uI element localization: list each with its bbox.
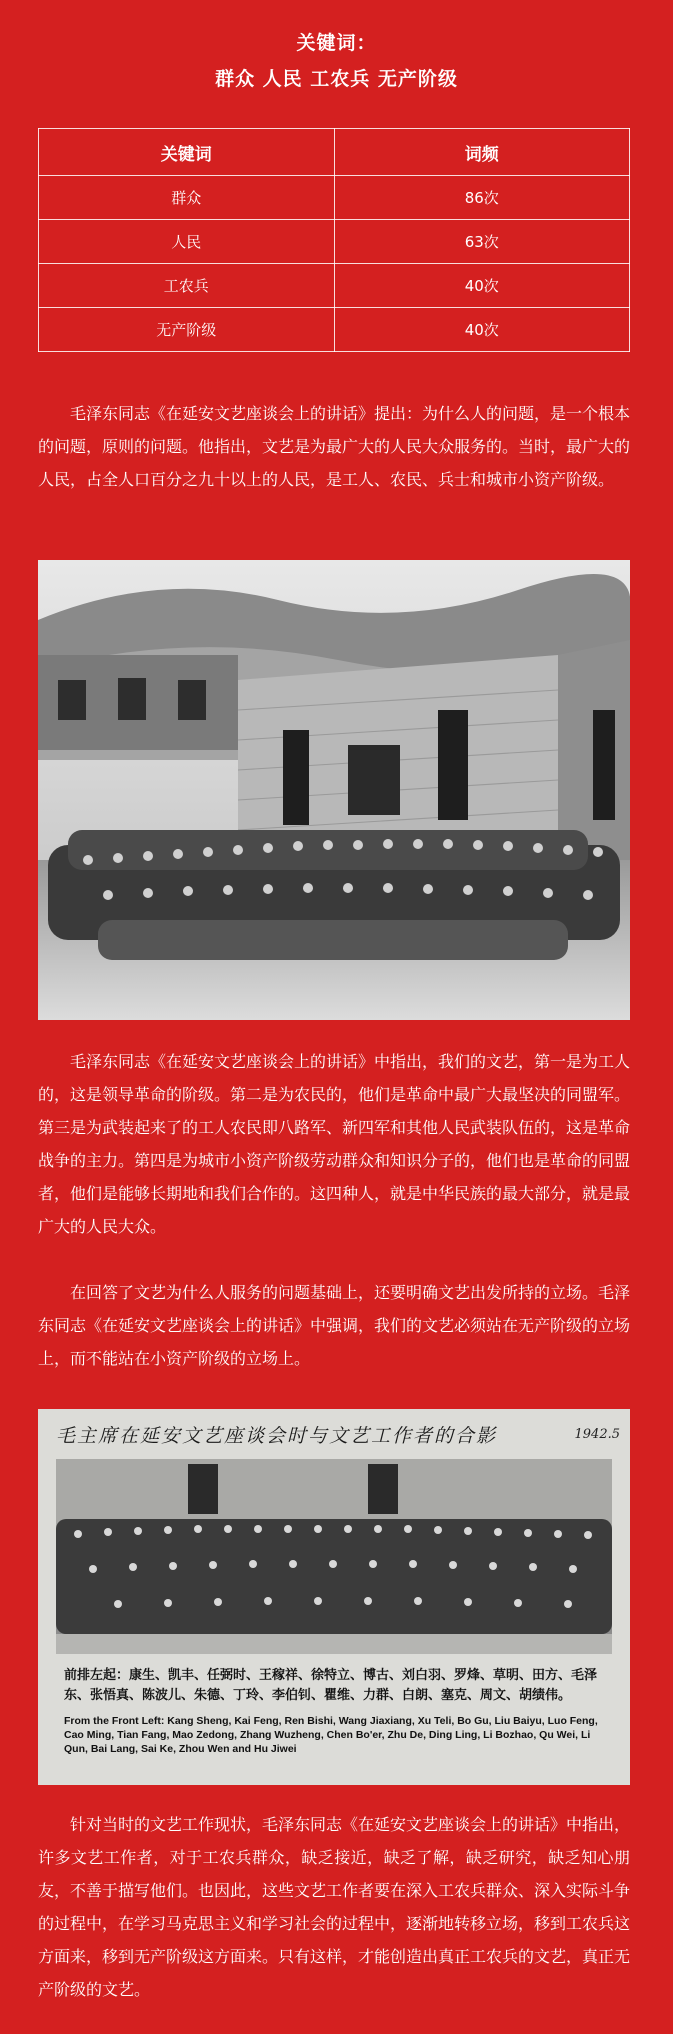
- paragraph-4: 针对当时的文艺工作现状，毛泽东同志《在延安文艺座谈会上的讲话》中指出，许多文艺工作者，对于工农兵群众，缺乏接近，缺乏了解，缺乏研究，缺乏知心朋友，不善于描写他们。也因此，这些文艺工作者要在深入工农兵群众、深入实际斗争的过程中，在学习马克思主义和学习社会的过程中，逐渐地转移立场，移到工农兵这方面来，移到无产阶级这方面来。只有这样，才能创造出真正工农兵的文艺，真正无产阶级的文艺。: [38, 1815, 631, 1999]
- keywords-heading: 关键词：: [296, 32, 377, 54]
- keyword-frequency-table: [38, 128, 630, 352]
- group-photo-yanan-building: [38, 560, 630, 1020]
- table-header-row: [39, 129, 630, 176]
- column-header-frequency: 词频: [334, 129, 630, 176]
- caption-english: From the Front Left: Kang Sheng, Kai Feng, Ren Bishi, Wang Jiaxiang, Xu Teli, Bo Gu, Liu Baiyu, Luo Feng, Cao Ming, Tian Fang, Mao Zedong, Zhang Wuzheng, Chen Bo'er, Zhu De, Ding Ling, Li Bozhao, Qu Wei, Li Qun, Bai Lang, Sai Ke, Zhou Wen and Hu Jiwei: [64, 1715, 598, 1755]
- frequency-cell: 63次: [334, 220, 630, 264]
- frequency-cell: 86次: [334, 176, 630, 220]
- keyword-cell: 群众: [39, 176, 335, 220]
- table-row: [39, 264, 630, 308]
- paragraph-1: 毛泽东同志《在延安文艺座谈会上的讲话》提出：为什么人的问题，是一个根本的问题，原则的问题。他指出，文艺是为最广大的人民大众服务的。当时，最广大的人民，占全人口百分之九十以上的人民，是工人、农民、兵士和城市小资产阶级。: [38, 404, 631, 489]
- keyword-cell: 工农兵: [39, 264, 335, 308]
- photo-date: 1942.5: [574, 1427, 620, 1442]
- paragraph-2: 毛泽东同志《在延安文艺座谈会上的讲话》中指出，我们的文艺，第一是为工人的，这是领导革命的阶级。第二是为农民的，他们是革命中最广大最坚决的同盟军。第三是为武装起来了的工人农民即八路军、新四军和其他人民武装队伍的，这是革命战争的主力。第四是为城市小资产阶级劳动群众和知识分子的，他们也是革命的同盟者，他们是能够长期地和我们合作的。这四种人，就是中华民族的最大部分，就是最广大的人民大众。: [38, 1052, 631, 1236]
- frequency-cell: 40次: [334, 308, 630, 352]
- table-row: [39, 308, 630, 352]
- keyword-cell: 无产阶级: [39, 308, 335, 352]
- keywords-list: 群众 人民 工农兵 无产阶级: [215, 68, 458, 90]
- keyword-cell: 人民: [39, 220, 335, 264]
- column-header-keyword: 关键词: [39, 129, 335, 176]
- archival-group-photo: [38, 1409, 630, 1785]
- handwritten-title: 毛主席在延安文艺座谈会时与文艺工作者的合影: [56, 1425, 498, 1447]
- paragraph-3: 在回答了文艺为什么人服务的问题基础上，还要明确文艺出发所持的立场。毛泽东同志《在延安文艺座谈会上的讲话》中强调，我们的文艺必须站在无产阶级的立场上，而不能站在小资产阶级的立场上。: [38, 1283, 631, 1368]
- caption-chinese: 前排左起：康生、凯丰、任弼时、王稼祥、徐特立、博古、刘白羽、罗烽、草明、田方、毛泽东、张悟真、陈波儿、朱德、丁玲、李伯钊、瞿维、力群、白朗、塞克、周文、胡绩伟。: [64, 1668, 598, 1703]
- table-row: [39, 176, 630, 220]
- frequency-cell: 40次: [334, 264, 630, 308]
- table-row: [39, 220, 630, 264]
- photo-illustration: [38, 560, 630, 1020]
